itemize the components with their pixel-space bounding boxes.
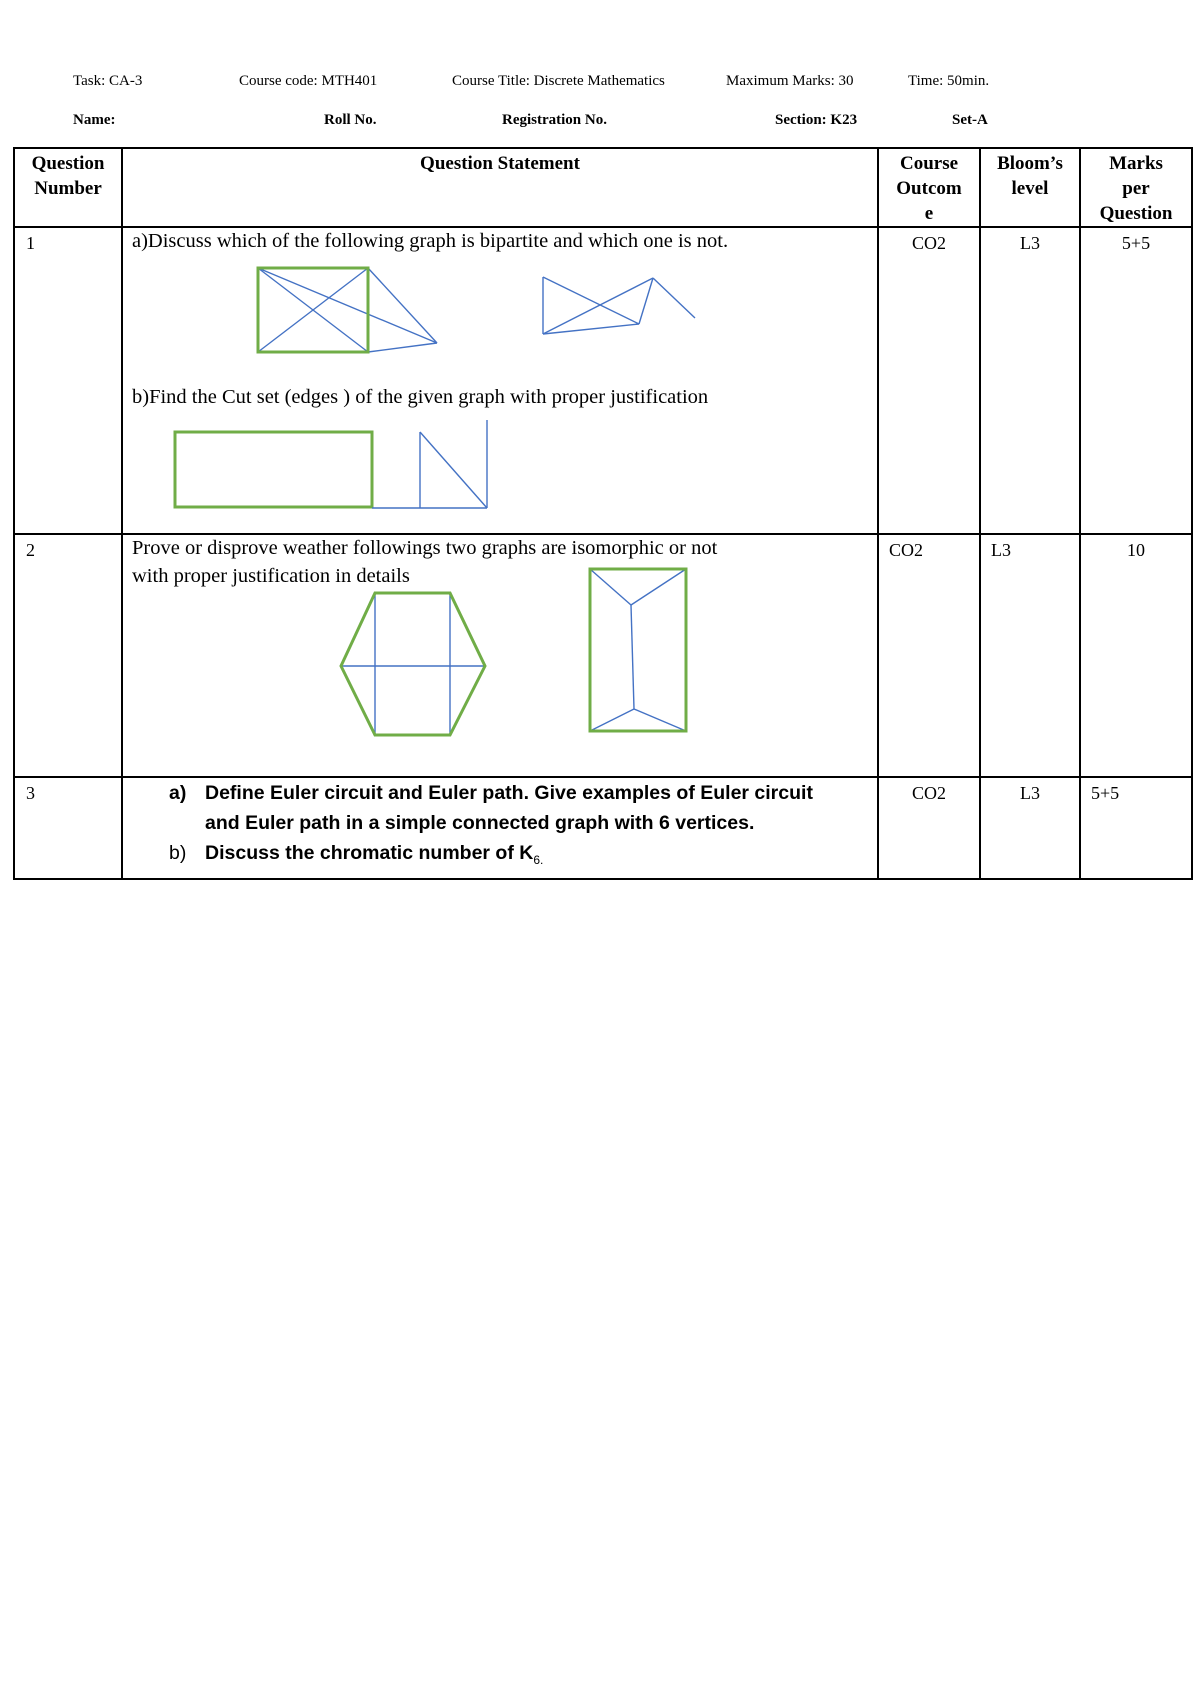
table-header-row [14, 148, 1192, 227]
q2-line-1: Prove or disprove weather followings two graphs are isomorphic or not [132, 537, 718, 559]
q1-graphs [123, 228, 879, 535]
q1b-graph [175, 420, 487, 508]
time-label: Time: 50min. [908, 73, 990, 89]
table-row [14, 227, 1192, 534]
marks: 5+5 [1080, 777, 1192, 879]
header-question-number: Question Number [14, 148, 122, 227]
marks: 5+5 [1080, 227, 1192, 534]
section-label: Section: K23 [775, 112, 858, 128]
question-statement [122, 227, 878, 534]
table-row [14, 777, 1192, 879]
q3-part-a-line-1: a) Define Euler circuit and Euler path. Give examples of Euler circuit [169, 782, 813, 804]
blooms-level: L3 [980, 227, 1080, 534]
q3-part-a-line-2: and Euler path in a simple connected graph with 6 vertices. [205, 812, 755, 834]
roll-label: Roll No. [324, 112, 377, 128]
q2-graph-hexagon [341, 593, 485, 735]
header-course-outcome: Course Outcom e [878, 148, 980, 227]
question-number: 2 [14, 534, 122, 777]
q1a-graph-1 [258, 268, 437, 352]
q1a-graph-2 [543, 277, 695, 334]
registration-label: Registration No. [502, 112, 607, 128]
course-outcome: CO2 [878, 227, 980, 534]
max-marks: Maximum Marks: 30 [726, 73, 854, 89]
question-number: 1 [14, 227, 122, 534]
table-row [14, 534, 1192, 777]
q2-graph-rectangle [590, 569, 686, 731]
course-code: Course code: MTH401 [239, 73, 378, 89]
course-title: Course Title: Discrete Mathematics [452, 73, 665, 89]
course-outcome: CO2 [878, 534, 980, 777]
q1-part-b: b)Find the Cut set (edges ) of the given graph with proper justification [132, 386, 709, 408]
blooms-level: L3 [980, 777, 1080, 879]
question-statement [122, 534, 878, 777]
set-label: Set-A [952, 112, 988, 128]
header-question-statement: Question Statement [122, 148, 878, 227]
blooms-level: L3 [980, 534, 1080, 777]
question-statement [122, 777, 878, 879]
q2-line-2: with proper justification in details [132, 565, 410, 587]
marks: 10 [1080, 534, 1192, 777]
header-blooms-level: Bloom’s level [980, 148, 1080, 227]
course-outcome: CO2 [878, 777, 980, 879]
q3-part-b: b) Discuss the chromatic number of $K_{6.}$ [169, 842, 544, 867]
q1-part-a: a)Discuss which of the following graph is bipartite and which one is not. [132, 230, 729, 252]
question-table [13, 147, 1193, 880]
question-number: 3 [14, 777, 122, 879]
header-marks: Marks per Question [1080, 148, 1192, 227]
name-label: Name: [73, 112, 116, 128]
q2-graphs [123, 535, 879, 778]
task-label: Task: CA-3 [73, 73, 143, 89]
